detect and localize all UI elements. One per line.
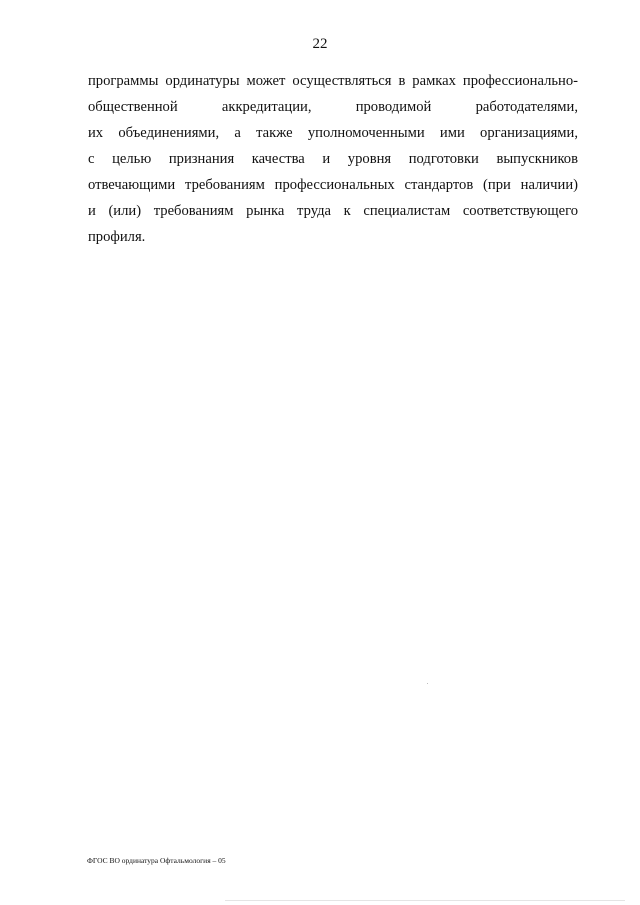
- body-paragraph: [88, 68, 578, 250]
- paragraph-line: профиля.: [88, 229, 146, 245]
- paragraph-line: общественной аккредитации, проводимой работодателями,: [88, 99, 578, 115]
- paragraph-line: программы ординатуры может осуществляться в рамках профессионально-: [88, 73, 578, 89]
- paragraph-line: их объединениями, а также уполномоченными ими организациями,: [88, 125, 578, 141]
- page-number: 22: [312, 36, 328, 52]
- scan-speck: [427, 683, 428, 684]
- scan-edge-line: [225, 900, 625, 901]
- paragraph-line: отвечающими требованиям профессиональных стандартов (при наличии): [88, 177, 578, 193]
- document-footer: ФГОС ВО ординатура Офтальмология – 05: [87, 856, 226, 865]
- paragraph-line: с целью признания качества и уровня подготовки выпускников: [88, 151, 578, 167]
- paragraph-line: и (или) требованиям рынка труда к специалистам соответствующего: [88, 203, 578, 219]
